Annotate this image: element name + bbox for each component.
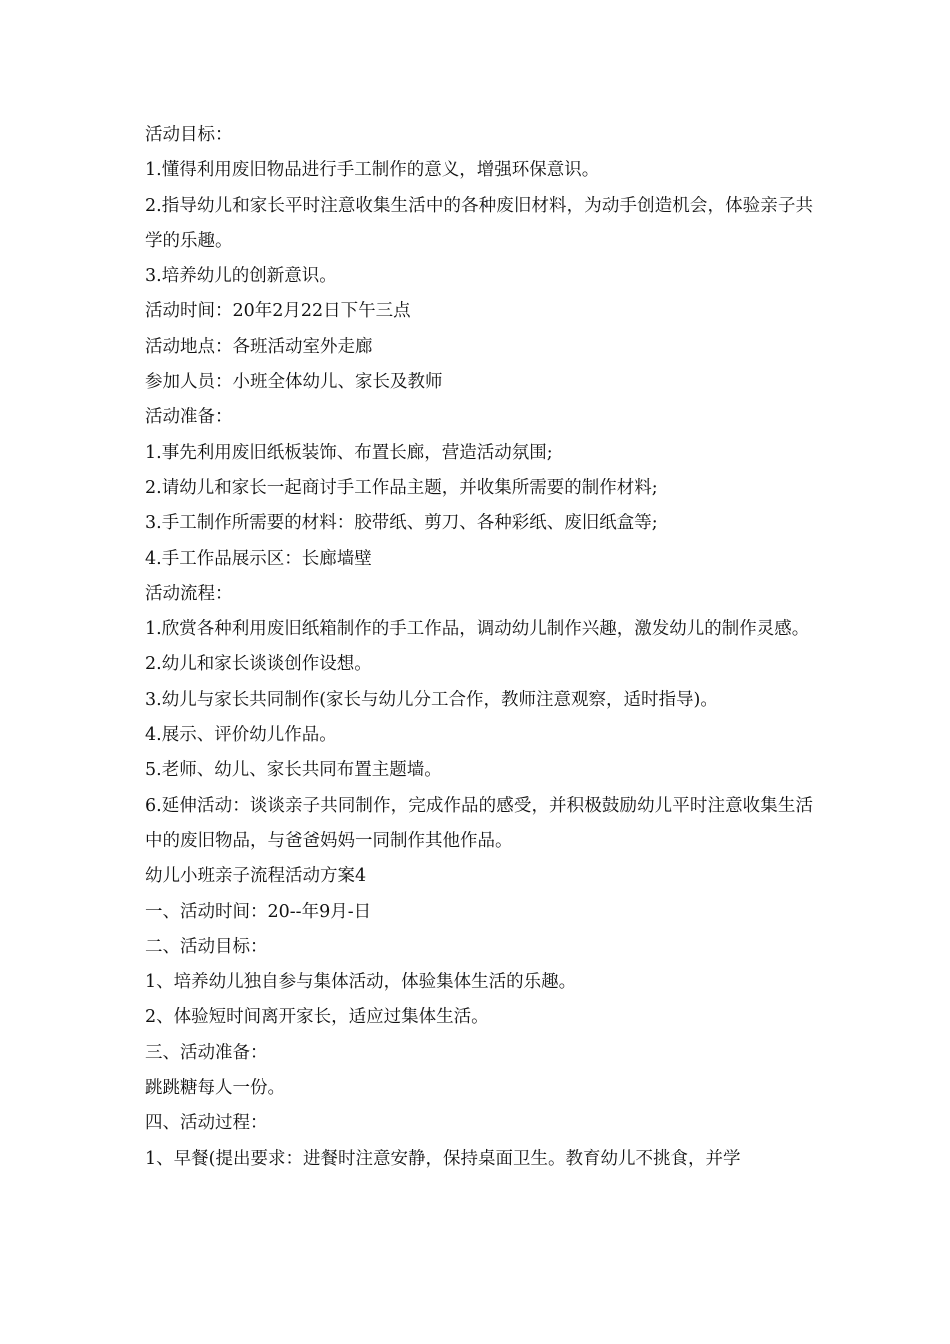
plan4-preparation: 跳跳糖每人一份。 [145,1078,285,1099]
goal-item-2: 2.指导幼儿和家长平时注意收集生活中的各种废旧材料，为动手创造机会，体验亲子共学的乐趣。 [145,195,813,251]
plan4-heading-process: 四、活动过程： [145,1113,268,1134]
process-item-6: 6.延伸活动：谈谈亲子共同制作，完成作品的感受，并积极鼓励幼儿平时注意收集生活中的废旧物品，与爸爸妈妈一同制作其他作品。 [145,795,813,851]
participants: 参加人员：小班全体幼儿、家长及教师 [145,372,443,393]
plan4-heading-preparation: 三、活动准备： [145,1042,268,1063]
plan4-time: 一、活动时间：20--年9月-日 [145,901,372,922]
process-item-3: 3.幼儿与家长共同制作(家长与幼儿分工合作，教师注意观察，适时指导)。 [145,689,718,710]
process-item-5: 5.老师、幼儿、家长共同布置主题墙。 [145,760,442,781]
document-body [145,118,813,1177]
preparation-item-3: 3.手工制作所需要的材料：胶带纸、剪刀、各种彩纸、废旧纸盒等; [145,513,658,534]
activity-time: 活动时间：20年2月22日下午三点 [145,301,411,322]
plan4-heading-goals: 二、活动目标： [145,936,268,957]
goal-item-1: 1.懂得利用废旧物品进行手工制作的意义，增强环保意识。 [145,160,600,181]
preparation-item-4: 4.手工作品展示区：长廊墙壁 [145,548,372,569]
plan4-process-1: 1、早餐(提出要求：进餐时注意安静，保持桌面卫生。教育幼儿不挑食，并学 [145,1148,741,1169]
process-item-2: 2.幼儿和家长谈谈创作设想。 [145,654,372,675]
goal-item-3: 3.培养幼儿的创新意识。 [145,266,337,287]
section-heading-process: 活动流程： [145,583,233,604]
preparation-item-1: 1.事先利用废旧纸板装饰、布置长廊，营造活动氛围; [145,442,553,463]
section-heading-goals: 活动目标： [145,125,233,145]
process-item-4: 4.展示、评价幼儿作品。 [145,725,337,746]
plan4-goal-1: 1、培养幼儿独自参与集体活动，体验集体生活的乐趣。 [145,972,577,993]
process-item-1: 1.欣赏各种利用废旧纸箱制作的手工作品，调动幼儿制作兴趣，激发幼儿的制作灵感。 [145,619,810,640]
activity-location: 活动地点：各班活动室外走廊 [145,336,373,357]
section-heading-preparation: 活动准备： [145,407,233,428]
preparation-item-2: 2.请幼儿和家长一起商讨手工作品主题，并收集所需要的制作材料; [145,477,658,498]
plan-title-4: 幼儿小班亲子流程活动方案4 [145,866,367,887]
plan4-goal-2: 2、体验短时间离开家长，适应过集体生活。 [145,1007,489,1028]
